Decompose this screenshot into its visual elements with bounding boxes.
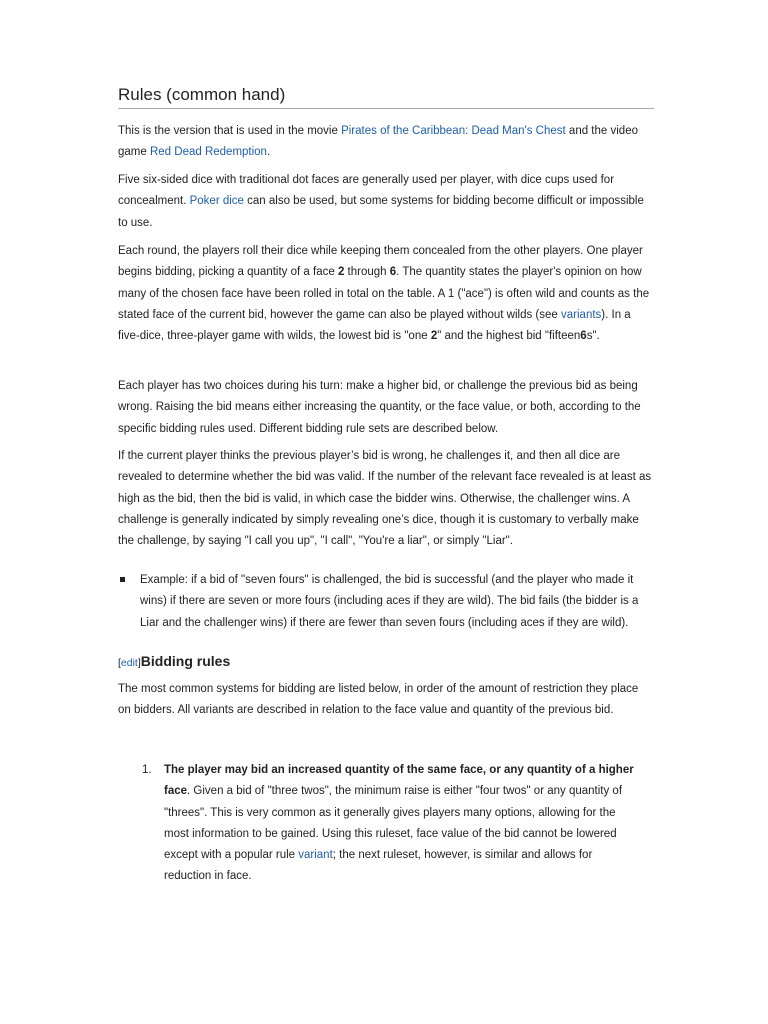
edit-link[interactable]: edit [120,657,138,669]
paragraph-intro [118,121,654,164]
paragraph-dice [118,170,654,234]
paragraph-challenge: If the current player thinks the previous player’s bid is wrong, he challenges it, and then all dice are revealed to determine whether the bid was valid. If the number of the relevant face revealed is at least as high as the bid, then the bid is valid, in which case the bidder wins. Otherwise, the challenger wins. A challenge is generally indicated by simply revealing one’s dice, though it is customary to verbally make the challenge, by saying "I call you up", "I call", "You're a liar", or simply "Liar". [118,450,652,548]
paragraph-round-text-f: " and the highest bid "fifteen [437,330,581,343]
face-six-bold-2: 6 [580,330,587,343]
bullet-square-icon [120,577,125,582]
paragraph-intro-text-1: This is the version that is used in the movie [118,125,342,137]
face-two-bold: 2 [337,266,345,279]
paragraph-intro-text-3: . [266,146,271,159]
link-variant[interactable]: variant [298,849,333,862]
edit-bracket-open: [ [118,657,121,669]
link-pirates-of-the-caribbean[interactable]: Pirates of the Caribbean: Dead Man's Chest [341,125,566,137]
paragraph-round-text-e: ). In a five-dice, three-player game with wilds, the lowest bid is "one [118,308,631,343]
bullet-example-text: Example: if a bid of "seven fours" is challenged, the bid is successful (and the player who made it wins) if there are seven or more fours (including aces if they are wild). The bid fails (the bidder is a Liar and the challenger wins) if there are fewer than seven fours (including aces if they are wild). [140,574,639,629]
paragraph-round [118,241,654,347]
list-item-text [164,760,638,888]
paragraph-round-text-g: s". [586,330,600,343]
section-title: Rules (common hand) [118,84,654,109]
list-item-bold-rule: The player may bid an increased quantity of the same face, or any quantity of a higher face [164,764,634,798]
list-item-text-1: . Given a bid of "three twos", the minimum raise is either "four twos" or any quantity of "threes". This is very common as it generally gives players many options, allowing for the most information to be gained. Using this ruleset, face value of the bid cannot be lowered except with a popular rule [164,785,623,862]
paragraph-round-text-a: Each round, the players roll their dice while keeping them concealed from the other players. One player begins bidding, picking a quantity of a face [118,245,643,279]
list-item-text-2: ; the next ruleset, however, is similar and allows for reduction in face. [164,849,593,883]
link-variants[interactable]: variants [561,308,602,321]
face-two-bold-2: 2 [430,330,438,343]
bidding-rules-heading [118,651,654,674]
paragraph-intro-text-2: and the video game [118,125,638,159]
edit-bracket-close: ] [137,657,141,669]
paragraph-dice-text-1: Five six-sided dice with traditional dot faces are generally used per player, with dice cups used for concealment. [118,174,615,208]
paragraph-dice-text-2: can also be used, but some systems for bidding become difficult or impossible to use. [118,195,644,229]
list-item-number: 1. [142,764,152,776]
paragraph-round-text-d: . The quantity states the player's opinion on how many of the chosen face have been rolled in total on the table. A 1 ("ace") is often wild and counts as the stated face of the current bid, however the game can also be played without wilds (see [118,266,650,321]
paragraph-round-text-c: through [344,266,390,279]
link-poker-dice[interactable]: Poker dice [189,195,244,208]
link-red-dead-redemption[interactable]: Red Dead Redemption [149,146,267,159]
paragraph-choices: Each player has two choices during his turn: make a higher bid, or challenge the previous bid as being wrong. Raising the bid means either increasing the quantity, or the face value, or both, according to the specific bidding rules used. Different bidding rule sets are described below. [118,380,641,435]
edit-link-wrapper [118,657,141,669]
face-six-bold: 6 [389,266,397,279]
subsection-title: Bidding rules [140,653,231,669]
paragraph-bidding-intro: The most common systems for bidding are listed below, in order of the amount of restriction they place on bidders. All variants are described in relation to the face value and quantity of the previous bid. [118,683,639,717]
